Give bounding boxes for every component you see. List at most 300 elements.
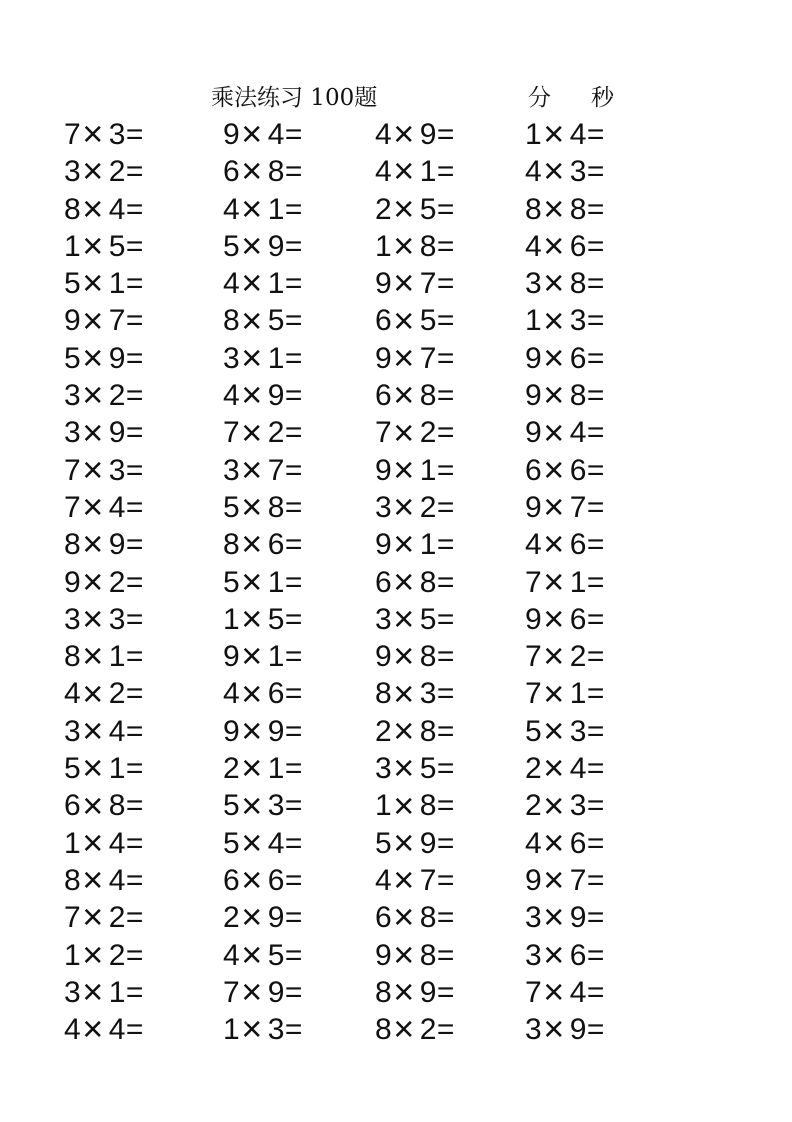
multiplier: 3 bbox=[419, 677, 437, 711]
multiplicand: 5 bbox=[223, 490, 241, 524]
equals-sign: = bbox=[436, 863, 455, 897]
problem: 6× 8= bbox=[64, 784, 144, 826]
problem: 9× 6= bbox=[525, 598, 605, 640]
multiplicand: 3 bbox=[525, 901, 543, 935]
multiplier: 9 bbox=[419, 826, 437, 860]
problem: 9× 1= bbox=[223, 635, 303, 677]
multiplicand: 6 bbox=[525, 453, 543, 487]
multiplicand: 3 bbox=[525, 267, 543, 301]
equals-sign: = bbox=[436, 341, 455, 375]
multiplicand: 9 bbox=[64, 565, 82, 599]
multiplier: 6 bbox=[569, 229, 587, 263]
problem: 4× 3= bbox=[525, 150, 605, 192]
multiplier: 6 bbox=[267, 677, 285, 711]
problem: 9× 7= bbox=[525, 859, 605, 901]
multiplier: 1 bbox=[419, 155, 437, 189]
problem: 7× 1= bbox=[525, 672, 605, 714]
problem: 8× 5= bbox=[223, 299, 303, 341]
multiplicand: 3 bbox=[64, 714, 82, 748]
equals-sign: = bbox=[586, 677, 605, 711]
multiplicand: 2 bbox=[223, 752, 241, 786]
multiplicand: 9 bbox=[375, 640, 393, 674]
multiplicand: 6 bbox=[375, 565, 393, 599]
multiplier: 8 bbox=[419, 640, 437, 674]
problem: 7× 4= bbox=[64, 486, 144, 528]
minutes-label: 分 bbox=[528, 85, 551, 111]
multiplier: 4 bbox=[108, 826, 126, 860]
problem: 7× 2= bbox=[64, 896, 144, 938]
problem: 1× 3= bbox=[223, 1008, 303, 1050]
multiplier: 1 bbox=[108, 640, 126, 674]
multiplicand: 8 bbox=[375, 677, 393, 711]
multiplicand: 6 bbox=[223, 863, 241, 897]
worksheet-title: 乘法练习 100题 bbox=[211, 85, 378, 111]
multiplicand: 7 bbox=[64, 453, 82, 487]
multiplier: 5 bbox=[267, 602, 285, 636]
multiplicand: 7 bbox=[525, 640, 543, 674]
multiplier: 7 bbox=[267, 453, 285, 487]
multiplicand: 9 bbox=[525, 602, 543, 636]
equals-sign: = bbox=[586, 1013, 605, 1047]
multiplier: 6 bbox=[267, 863, 285, 897]
problem: 7× 3= bbox=[64, 113, 144, 155]
equals-sign: = bbox=[125, 304, 144, 338]
problem: 3× 9= bbox=[64, 411, 144, 453]
multiplier: 2 bbox=[419, 416, 437, 450]
equals-sign: = bbox=[125, 863, 144, 897]
problem: 9× 7= bbox=[375, 336, 455, 378]
multiplicand: 4 bbox=[525, 826, 543, 860]
multiplier: 8 bbox=[419, 565, 437, 599]
multiplier: 8 bbox=[419, 938, 437, 972]
equals-sign: = bbox=[125, 975, 144, 1009]
multiplier: 8 bbox=[419, 229, 437, 263]
problem: 2× 1= bbox=[223, 747, 303, 789]
problem: 3× 6= bbox=[525, 933, 605, 975]
multiplicand: 3 bbox=[64, 602, 82, 636]
multiplicand: 6 bbox=[223, 155, 241, 189]
problem: 1× 8= bbox=[375, 225, 455, 267]
problem: 4× 9= bbox=[223, 374, 303, 416]
multiplicand: 2 bbox=[375, 714, 393, 748]
multiplier: 8 bbox=[419, 789, 437, 823]
multiplier: 8 bbox=[569, 267, 587, 301]
multiplier: 6 bbox=[569, 602, 587, 636]
multiplier: 9 bbox=[267, 229, 285, 263]
multiplier: 1 bbox=[108, 975, 126, 1009]
problems-grid bbox=[64, 113, 792, 1050]
problem: 3× 2= bbox=[64, 150, 144, 192]
equals-sign: = bbox=[586, 416, 605, 450]
problem: 5× 1= bbox=[64, 262, 144, 304]
equals-sign: = bbox=[284, 938, 303, 972]
multiplicand: 1 bbox=[64, 938, 82, 972]
problem: 8× 4= bbox=[64, 859, 144, 901]
equals-sign: = bbox=[125, 192, 144, 226]
problem: 2× 8= bbox=[375, 709, 455, 751]
problem: 8× 1= bbox=[64, 635, 144, 677]
equals-sign: = bbox=[284, 341, 303, 375]
multiplicand: 3 bbox=[64, 155, 82, 189]
problem: 9× 4= bbox=[525, 411, 605, 453]
equals-sign: = bbox=[586, 490, 605, 524]
multiplicand: 4 bbox=[223, 267, 241, 301]
multiplicand: 5 bbox=[64, 341, 82, 375]
multiplicand: 3 bbox=[223, 341, 241, 375]
multiplicand: 9 bbox=[525, 416, 543, 450]
multiplicand: 1 bbox=[525, 118, 543, 151]
equals-sign: = bbox=[586, 341, 605, 375]
multiplier: 4 bbox=[569, 416, 587, 450]
equals-sign: = bbox=[125, 267, 144, 301]
equals-sign: = bbox=[125, 938, 144, 972]
equals-sign: = bbox=[125, 1013, 144, 1047]
multiplicand: 5 bbox=[64, 267, 82, 301]
equals-sign: = bbox=[125, 789, 144, 823]
problem: 5× 3= bbox=[223, 784, 303, 826]
equals-sign: = bbox=[436, 975, 455, 1009]
multiplicand: 4 bbox=[375, 155, 393, 189]
multiplier: 4 bbox=[108, 863, 126, 897]
equals-sign: = bbox=[125, 416, 144, 450]
problem: 5× 1= bbox=[223, 560, 303, 602]
equals-sign: = bbox=[436, 677, 455, 711]
multiplier: 2 bbox=[108, 565, 126, 599]
multiplicand: 1 bbox=[375, 229, 393, 263]
equals-sign: = bbox=[284, 677, 303, 711]
equals-sign: = bbox=[586, 453, 605, 487]
multiplicand: 7 bbox=[64, 490, 82, 524]
problem: 7× 9= bbox=[223, 970, 303, 1012]
multiplicand: 4 bbox=[375, 863, 393, 897]
multiplicand: 4 bbox=[223, 379, 241, 413]
equals-sign: = bbox=[125, 528, 144, 562]
multiplier: 3 bbox=[569, 714, 587, 748]
equals-sign: = bbox=[125, 826, 144, 860]
multiplier: 9 bbox=[108, 416, 126, 450]
multiplicand: 3 bbox=[64, 416, 82, 450]
problem: 5× 9= bbox=[375, 821, 455, 863]
multiplier: 9 bbox=[569, 901, 587, 935]
equals-sign: = bbox=[586, 863, 605, 897]
equals-sign: = bbox=[284, 826, 303, 860]
multiplier: 4 bbox=[267, 118, 285, 151]
equals-sign: = bbox=[436, 901, 455, 935]
equals-sign: = bbox=[586, 975, 605, 1009]
multiplier: 9 bbox=[419, 118, 437, 151]
multiplier: 8 bbox=[267, 490, 285, 524]
equals-sign: = bbox=[284, 416, 303, 450]
problem: 1× 4= bbox=[64, 821, 144, 863]
multiplier: 8 bbox=[419, 379, 437, 413]
multiplier: 8 bbox=[419, 901, 437, 935]
multiplier: 8 bbox=[108, 789, 126, 823]
problem: 9× 2= bbox=[64, 560, 144, 602]
multiplier: 2 bbox=[108, 155, 126, 189]
equals-sign: = bbox=[436, 155, 455, 189]
equals-sign: = bbox=[436, 640, 455, 674]
multiplicand: 7 bbox=[64, 118, 82, 151]
problem: 6× 8= bbox=[375, 896, 455, 938]
multiplicand: 8 bbox=[64, 528, 82, 562]
multiplier: 9 bbox=[267, 379, 285, 413]
equals-sign: = bbox=[436, 752, 455, 786]
multiplier: 9 bbox=[108, 341, 126, 375]
equals-sign: = bbox=[436, 714, 455, 748]
equals-sign: = bbox=[586, 304, 605, 338]
multiplicand: 1 bbox=[223, 1013, 241, 1047]
problem: 9× 8= bbox=[525, 374, 605, 416]
multiplicand: 7 bbox=[525, 677, 543, 711]
equals-sign: = bbox=[436, 453, 455, 487]
equals-sign: = bbox=[436, 789, 455, 823]
problem: 3× 8= bbox=[525, 262, 605, 304]
multiplier: 1 bbox=[267, 565, 285, 599]
multiplicand: 7 bbox=[64, 901, 82, 935]
equals-sign: = bbox=[284, 565, 303, 599]
problem: 4× 6= bbox=[525, 821, 605, 863]
problem: 4× 6= bbox=[223, 672, 303, 714]
multiplier: 2 bbox=[267, 416, 285, 450]
equals-sign: = bbox=[125, 602, 144, 636]
problem: 3× 2= bbox=[375, 486, 455, 528]
problem: 3× 1= bbox=[223, 336, 303, 378]
equals-sign: = bbox=[284, 118, 303, 151]
multiplicand: 9 bbox=[525, 379, 543, 413]
multiplicand: 3 bbox=[375, 602, 393, 636]
equals-sign: = bbox=[284, 453, 303, 487]
problem: 3× 5= bbox=[375, 747, 455, 789]
problem: 8× 2= bbox=[375, 1008, 455, 1050]
problem: 2× 5= bbox=[375, 187, 455, 229]
equals-sign: = bbox=[586, 192, 605, 226]
multiplier: 9 bbox=[267, 714, 285, 748]
multiplicand: 8 bbox=[64, 640, 82, 674]
problem: 2× 9= bbox=[223, 896, 303, 938]
problem: 4× 2= bbox=[64, 672, 144, 714]
multiplier: 4 bbox=[108, 714, 126, 748]
multiplier: 1 bbox=[419, 528, 437, 562]
problem: 1× 5= bbox=[64, 225, 144, 267]
multiplier: 7 bbox=[108, 304, 126, 338]
multiplicand: 8 bbox=[64, 863, 82, 897]
multiplier: 4 bbox=[569, 752, 587, 786]
multiplier: 2 bbox=[569, 640, 587, 674]
problem: 8× 9= bbox=[375, 970, 455, 1012]
multiplicand: 4 bbox=[525, 155, 543, 189]
multiplier: 2 bbox=[108, 938, 126, 972]
multiplier: 1 bbox=[419, 453, 437, 487]
equals-sign: = bbox=[284, 602, 303, 636]
equals-sign: = bbox=[436, 565, 455, 599]
equals-sign: = bbox=[284, 490, 303, 524]
problem: 6× 6= bbox=[525, 448, 605, 490]
problem: 5× 8= bbox=[223, 486, 303, 528]
multiplicand: 4 bbox=[375, 118, 393, 151]
multiplier: 1 bbox=[267, 192, 285, 226]
equals-sign: = bbox=[586, 714, 605, 748]
multiplicand: 2 bbox=[375, 192, 393, 226]
equals-sign: = bbox=[284, 229, 303, 263]
problem: 9× 1= bbox=[375, 523, 455, 565]
multiplicand: 8 bbox=[375, 1013, 393, 1047]
problem: 4× 4= bbox=[64, 1008, 144, 1050]
multiplicand: 6 bbox=[375, 901, 393, 935]
equals-sign: = bbox=[586, 229, 605, 263]
equals-sign: = bbox=[586, 640, 605, 674]
multiplicand: 4 bbox=[64, 1013, 82, 1047]
problem: 6× 6= bbox=[223, 859, 303, 901]
equals-sign: = bbox=[436, 416, 455, 450]
multiplicand: 6 bbox=[64, 789, 82, 823]
equals-sign: = bbox=[125, 453, 144, 487]
multiplicand: 2 bbox=[525, 789, 543, 823]
problem: 6× 8= bbox=[223, 150, 303, 192]
multiplicand: 4 bbox=[223, 677, 241, 711]
multiplier: 1 bbox=[569, 565, 587, 599]
equals-sign: = bbox=[125, 901, 144, 935]
problem: 6× 8= bbox=[375, 560, 455, 602]
problem: 9× 8= bbox=[375, 933, 455, 975]
equals-sign: = bbox=[436, 528, 455, 562]
problem: 2× 3= bbox=[525, 784, 605, 826]
equals-sign: = bbox=[436, 938, 455, 972]
multiplicand: 1 bbox=[64, 229, 82, 263]
multiplier: 2 bbox=[108, 379, 126, 413]
multiplier: 5 bbox=[267, 938, 285, 972]
multiplicand: 3 bbox=[525, 1013, 543, 1047]
equals-sign: = bbox=[586, 938, 605, 972]
equals-sign: = bbox=[284, 789, 303, 823]
multiplier: 6 bbox=[569, 938, 587, 972]
equals-sign: = bbox=[586, 528, 605, 562]
multiplicand: 7 bbox=[525, 975, 543, 1009]
equals-sign: = bbox=[586, 789, 605, 823]
seconds-label: 秒 bbox=[591, 85, 614, 111]
multiplicand: 9 bbox=[525, 490, 543, 524]
multiplier: 6 bbox=[569, 453, 587, 487]
multiplier: 4 bbox=[108, 192, 126, 226]
equals-sign: = bbox=[125, 565, 144, 599]
problem: 3× 3= bbox=[64, 598, 144, 640]
multiplier: 2 bbox=[419, 1013, 437, 1047]
multiplicand: 6 bbox=[375, 304, 393, 338]
problem: 4× 5= bbox=[223, 933, 303, 975]
equals-sign: = bbox=[284, 528, 303, 562]
multiplier: 5 bbox=[108, 229, 126, 263]
multiplier: 8 bbox=[569, 192, 587, 226]
equals-sign: = bbox=[284, 379, 303, 413]
worksheet-header bbox=[0, 82, 792, 114]
equals-sign: = bbox=[586, 379, 605, 413]
multiplier: 3 bbox=[108, 118, 126, 151]
equals-sign: = bbox=[125, 341, 144, 375]
multiplier: 5 bbox=[267, 304, 285, 338]
multiplicand: 2 bbox=[223, 901, 241, 935]
problem: 8× 3= bbox=[375, 672, 455, 714]
problem: 3× 9= bbox=[525, 1008, 605, 1050]
multiplier: 7 bbox=[419, 341, 437, 375]
multiplier: 4 bbox=[108, 490, 126, 524]
problem: 5× 9= bbox=[223, 225, 303, 267]
multiplicand: 7 bbox=[525, 565, 543, 599]
problem: 4× 7= bbox=[375, 859, 455, 901]
problem: 8× 8= bbox=[525, 187, 605, 229]
equals-sign: = bbox=[284, 975, 303, 1009]
equals-sign: = bbox=[436, 192, 455, 226]
multiplier: 2 bbox=[108, 677, 126, 711]
multiplicand: 5 bbox=[375, 826, 393, 860]
equals-sign: = bbox=[284, 863, 303, 897]
problem: 7× 2= bbox=[525, 635, 605, 677]
equals-sign: = bbox=[586, 267, 605, 301]
problem: 8× 4= bbox=[64, 187, 144, 229]
multiplicand: 9 bbox=[375, 267, 393, 301]
multiplicand: 4 bbox=[525, 528, 543, 562]
multiplier: 1 bbox=[267, 640, 285, 674]
multiplicand: 9 bbox=[64, 304, 82, 338]
equals-sign: = bbox=[125, 229, 144, 263]
problem: 3× 5= bbox=[375, 598, 455, 640]
multiplicand: 3 bbox=[525, 938, 543, 972]
multiplicand: 9 bbox=[375, 453, 393, 487]
equals-sign: = bbox=[125, 752, 144, 786]
problem: 9× 8= bbox=[375, 635, 455, 677]
multiplier: 4 bbox=[569, 118, 587, 151]
problem: 2× 4= bbox=[525, 747, 605, 789]
multiplier: 1 bbox=[267, 341, 285, 375]
multiplicand: 4 bbox=[525, 229, 543, 263]
multiplier: 3 bbox=[108, 602, 126, 636]
multiplier: 9 bbox=[419, 975, 437, 1009]
problem: 3× 7= bbox=[223, 448, 303, 490]
problem: 9× 7= bbox=[375, 262, 455, 304]
problem: 3× 9= bbox=[525, 896, 605, 938]
multiplicand: 8 bbox=[223, 528, 241, 562]
multiplier: 3 bbox=[108, 453, 126, 487]
problem: 7× 1= bbox=[525, 560, 605, 602]
multiplier: 7 bbox=[419, 267, 437, 301]
multiplicand: 8 bbox=[64, 192, 82, 226]
problem: 3× 1= bbox=[64, 970, 144, 1012]
multiplicand: 9 bbox=[375, 341, 393, 375]
multiplicand: 5 bbox=[223, 789, 241, 823]
problem: 1× 8= bbox=[375, 784, 455, 826]
equals-sign: = bbox=[284, 267, 303, 301]
multiplicand: 7 bbox=[223, 416, 241, 450]
multiplier: 4 bbox=[108, 1013, 126, 1047]
equals-sign: = bbox=[125, 379, 144, 413]
problem: 5× 1= bbox=[64, 747, 144, 789]
multiplicand: 3 bbox=[64, 975, 82, 1009]
multiplier: 3 bbox=[569, 789, 587, 823]
problem: 4× 1= bbox=[375, 150, 455, 192]
multiplicand: 3 bbox=[223, 453, 241, 487]
equals-sign: = bbox=[436, 118, 455, 151]
problem: 4× 6= bbox=[525, 225, 605, 267]
multiplier: 1 bbox=[108, 752, 126, 786]
equals-sign: = bbox=[436, 379, 455, 413]
multiplier: 3 bbox=[267, 1013, 285, 1047]
equals-sign: = bbox=[284, 714, 303, 748]
problem: 7× 3= bbox=[64, 448, 144, 490]
equals-sign: = bbox=[436, 1013, 455, 1047]
multiplicand: 8 bbox=[223, 304, 241, 338]
multiplier: 8 bbox=[419, 714, 437, 748]
problem: 7× 2= bbox=[223, 411, 303, 453]
multiplier: 7 bbox=[569, 490, 587, 524]
problem: 9× 9= bbox=[223, 709, 303, 751]
